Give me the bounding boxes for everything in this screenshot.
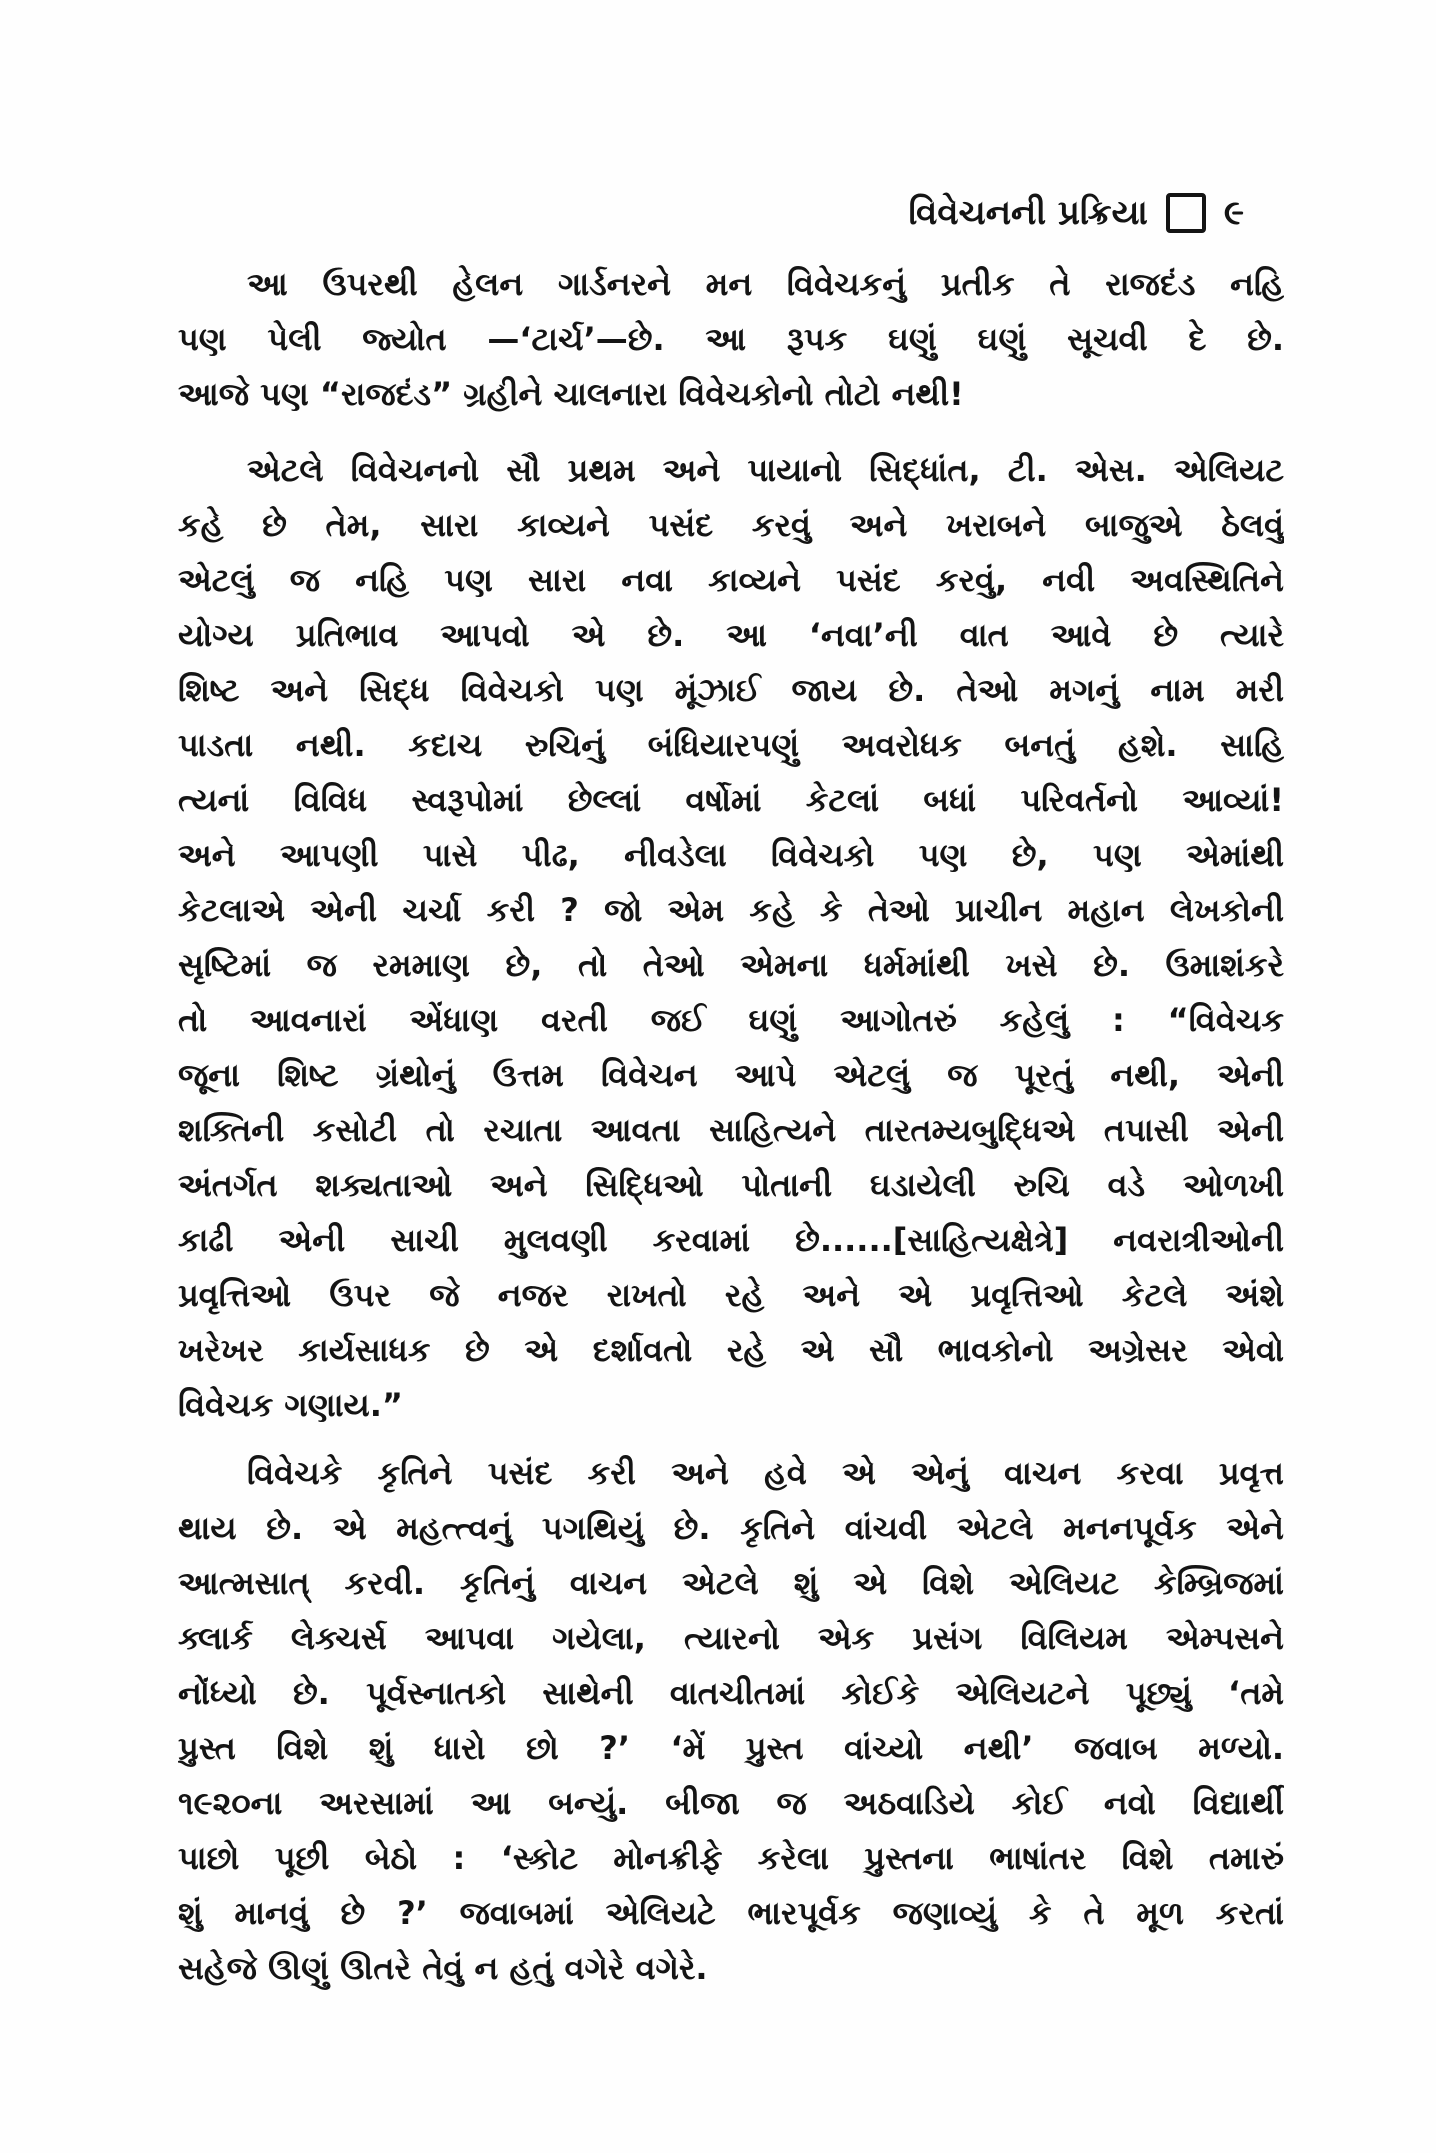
text-line: સૃષ્ટિમાં જ રમમાણ છે, તો તેઓ એમના ધર્મમાંથી ખસે છે. ઉમાશંકરે bbox=[178, 946, 1284, 984]
text-line: ક્લાર્ક લેક્ચર્સ આપવા ગયેલા, ત્યારનો એક પ્રસંગ વિલિયમ એમ્પસને bbox=[178, 1619, 1284, 1657]
text-line: કેટલાએ એની ચર્ચા કરી ? જો એમ કહે કે તેઓ પ્રાચીન મહાન લેખકોની bbox=[178, 891, 1284, 929]
text-line: એટલું જ નહિ પણ સારા નવા કાવ્યને પસંદ કરવું, નવી અવસ્થિતિને bbox=[178, 561, 1284, 599]
text-line: એટલે વિવેચનનો સૌ પ્રથમ અને પાયાનો સિદ્ધાંત, ટી. એસ. એલિયટ bbox=[247, 451, 1284, 489]
text-line: પણ પેલી જ્યોત —‘ટાર્ચ’—છે. આ રૂપક ઘણું ઘણું સૂચવી દે છે. bbox=[178, 320, 1284, 358]
text-line: પાડતા નથી. કદાચ રુચિનું બંધિયારપણું અવરોધક બનતું હશે. સાહિ bbox=[178, 726, 1284, 764]
text-line: પાછો પૂછી બેઠો : ‘સ્કોટ મોનક્રીફે કરેલા પ્રુસ્તના ભાષાંતર વિશે તમારું bbox=[178, 1839, 1284, 1877]
text-line: ત્યનાં વિવિધ સ્વરૂપોમાં છેલ્લાં વર્ષોમાં કેટલાં બધાં પરિવર્તનો આવ્યાં! bbox=[178, 781, 1284, 819]
text-line: થાય છે. એ મહત્ત્વનું પગથિયું છે. કૃતિને વાંચવી એટલે મનનપૂર્વક એને bbox=[178, 1509, 1284, 1547]
text-line: વિવેચકે કૃતિને પસંદ કરી અને હવે એ એનું વાચન કરવા પ્રવૃત્ત bbox=[247, 1454, 1284, 1492]
text-line: ખરેખર કાર્યસાધક છે એ દર્શાવતો રહે એ સૌ ભાવકોનો અગ્રેસર એવો bbox=[178, 1331, 1284, 1369]
text-line: કાઢી એની સાચી મુલવણી કરવામાં છે......[સાહિત્યક્ષેત્રે] નવરાત્રીઓની bbox=[178, 1221, 1284, 1259]
text-line: પ્રવૃત્તિઓ ઉપર જે નજર રાખતો રહે અને એ પ્રવૃત્તિઓ કેટલે અંશે bbox=[178, 1276, 1284, 1314]
text-line: શિષ્ટ અને સિદ્ધ વિવેચકો પણ મૂંઝાઈ જાય છે. તેઓ મગનું નામ મરી bbox=[178, 671, 1284, 709]
text-line: અંતર્ગત શક્યતાઓ અને સિદ્ધિઓ પોતાની ઘડાયેલી રુચિ વડે ઓળખી bbox=[178, 1166, 1284, 1204]
text-line: શું માનવું છે ?’ જવાબમાં એલિયટે ભારપૂર્વક જણાવ્યું કે તે મૂળ કરતાં bbox=[178, 1894, 1284, 1932]
text-line: આત્મસાત્ કરવી. કૃતિનું વાચન એટલે શું એ વિશે એલિયટ કેમ્બ્રિજમાં bbox=[178, 1564, 1284, 1602]
running-head bbox=[908, 186, 1244, 240]
text-line: વિવેચક ગણાય.” bbox=[178, 1386, 403, 1424]
text-line: સહેજે ઊણું ઊતરે તેવું ન હતું વગેરે વગેરે. bbox=[178, 1949, 708, 1987]
text-line: શક્તિની કસોટી તો રચાતા આવતા સાહિત્યને તારતમ્યબુદ્ધિએ તપાસી એની bbox=[178, 1111, 1284, 1149]
text-line: જૂના શિષ્ટ ગ્રંથોનું ઉત્તમ વિવેચન આપે એટલું જ પૂરતું નથી, એની bbox=[178, 1056, 1284, 1094]
text-line: કહે છે તેમ, સારા કાવ્યને પસંદ કરવું અને ખરાબને બાજુએ ઠેલવું bbox=[178, 506, 1284, 544]
paragraph bbox=[178, 257, 1284, 422]
text-line: નોંધ્યો છે. પૂર્વસ્નાતકો સાથેની વાતચીતમાં કોઈકે એલિયટને પૂછ્યું ‘તમે bbox=[178, 1674, 1284, 1712]
page-number: ૯ bbox=[1223, 193, 1244, 233]
paragraph bbox=[178, 1446, 1284, 1996]
text-line: અને આપણી પાસે પીઢ, નીવડેલા વિવેચકો પણ છે, પણ એમાંથી bbox=[178, 836, 1284, 874]
text-line: તો આવનારાં એંધાણ વરતી જઈ ઘણું આગોતરું કહેલું : “વિવેચક bbox=[178, 1001, 1284, 1039]
running-title: વિવેચનની પ્રક્રિયા bbox=[908, 193, 1148, 233]
text-line: આજે પણ “રાજદંડ” ગ્રહીને ચાલનારા વિવેચકોનો તોટો નથી! bbox=[178, 375, 964, 413]
text-line: પ્રુસ્ત વિશે શું ધારો છો ?’ ‘મેં પ્રુસ્ત વાંચ્યો નથી’ જવાબ મળ્યો. bbox=[178, 1729, 1284, 1767]
text-line: યોગ્ય પ્રતિભાવ આપવો એ છે. આ ‘નવા’ની વાત આવે છે ત્યારે bbox=[178, 616, 1284, 654]
text-line: આ ઉપરથી હેલન ગાર્ડનરને મન વિવેચકનું પ્રતીક તે રાજદંડ નહિ bbox=[247, 265, 1284, 303]
square-ornament-icon bbox=[1166, 193, 1206, 233]
paragraph bbox=[178, 443, 1284, 1433]
text-line: ૧૯૨૦ના અરસામાં આ બન્યું. બીજા જ અઠવાડિયે કોઈ નવો વિદ્યાર્થી bbox=[178, 1784, 1284, 1822]
